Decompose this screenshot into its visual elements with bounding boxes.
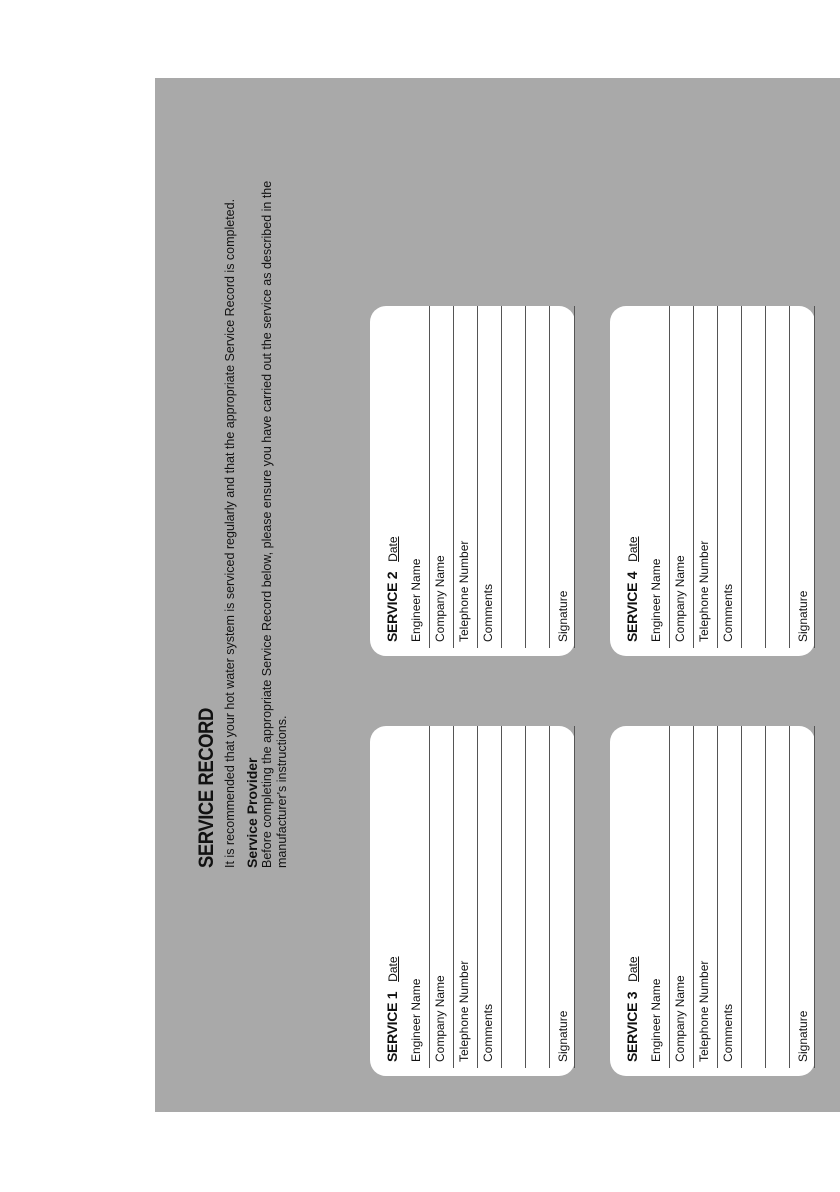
comments-line[interactable]: [742, 726, 766, 1068]
engineer-name-field[interactable]: Engineer Name: [646, 726, 670, 1068]
date-field[interactable]: Date: [386, 956, 400, 982]
service-card-2: [370, 306, 575, 656]
signature-line[interactable]: [574, 726, 575, 1068]
service-record-sheet: [155, 78, 840, 1112]
intro-text: It is recommended that your hot water system is serviced regularly and that the appropriate Service Record is completed.: [223, 198, 237, 868]
card-header: [384, 536, 402, 642]
card-rows: [406, 726, 550, 1068]
comments-line[interactable]: [502, 726, 526, 1068]
service-label: SERVICE 2: [384, 571, 400, 642]
card-rows: [646, 306, 790, 648]
comments-line[interactable]: [526, 726, 550, 1068]
signature-label: Signature: [796, 590, 810, 642]
service-label: SERVICE 4: [624, 571, 640, 642]
comments-field[interactable]: Comments: [718, 306, 742, 648]
engineer-name-field[interactable]: Engineer Name: [406, 306, 430, 648]
signature-line[interactable]: [574, 306, 575, 648]
comments-field[interactable]: Comments: [478, 726, 502, 1068]
telephone-number-field[interactable]: Telephone Number: [694, 306, 718, 648]
service-label: SERVICE 3: [624, 991, 640, 1062]
comments-line[interactable]: [766, 726, 790, 1068]
company-name-field[interactable]: Company Name: [670, 726, 694, 1068]
signature-label: Signature: [796, 1010, 810, 1062]
card-rows: [406, 306, 550, 648]
card-rows: [646, 726, 790, 1068]
card-header: [624, 956, 642, 1062]
date-field[interactable]: Date: [626, 536, 640, 562]
signature-line[interactable]: [814, 726, 815, 1068]
page-title: SERVICE RECORD: [195, 708, 218, 868]
engineer-name-field[interactable]: Engineer Name: [646, 306, 670, 648]
comments-line[interactable]: [526, 306, 550, 648]
comments-field[interactable]: Comments: [478, 306, 502, 648]
intro-block: [195, 108, 290, 868]
rotated-page: [155, 78, 840, 1112]
signature-label: Signature: [556, 590, 570, 642]
signature-line[interactable]: [814, 306, 815, 648]
telephone-number-field[interactable]: Telephone Number: [694, 726, 718, 1068]
provider-text: Before completing the appropriate Service Record below, please ensure you have carried out the service as described in the manufacturer's instructions.: [260, 180, 289, 868]
telephone-number-field[interactable]: Telephone Number: [454, 726, 478, 1068]
company-name-field[interactable]: Company Name: [430, 726, 454, 1068]
comments-field[interactable]: Comments: [718, 726, 742, 1068]
service-card-3: [610, 726, 815, 1076]
date-field[interactable]: Date: [386, 536, 400, 562]
date-field[interactable]: Date: [626, 956, 640, 982]
company-name-field[interactable]: Company Name: [430, 306, 454, 648]
service-label: SERVICE 1: [384, 991, 400, 1062]
company-name-field[interactable]: Company Name: [670, 306, 694, 648]
service-card-1: [370, 726, 575, 1076]
provider-heading: Service Provider: [244, 757, 260, 868]
engineer-name-field[interactable]: Engineer Name: [406, 726, 430, 1068]
comments-line[interactable]: [502, 306, 526, 648]
card-header: [384, 956, 402, 1062]
signature-label: Signature: [556, 1010, 570, 1062]
comments-line[interactable]: [742, 306, 766, 648]
comments-line[interactable]: [766, 306, 790, 648]
telephone-number-field[interactable]: Telephone Number: [454, 306, 478, 648]
service-card-4: [610, 306, 815, 656]
card-header: [624, 536, 642, 642]
